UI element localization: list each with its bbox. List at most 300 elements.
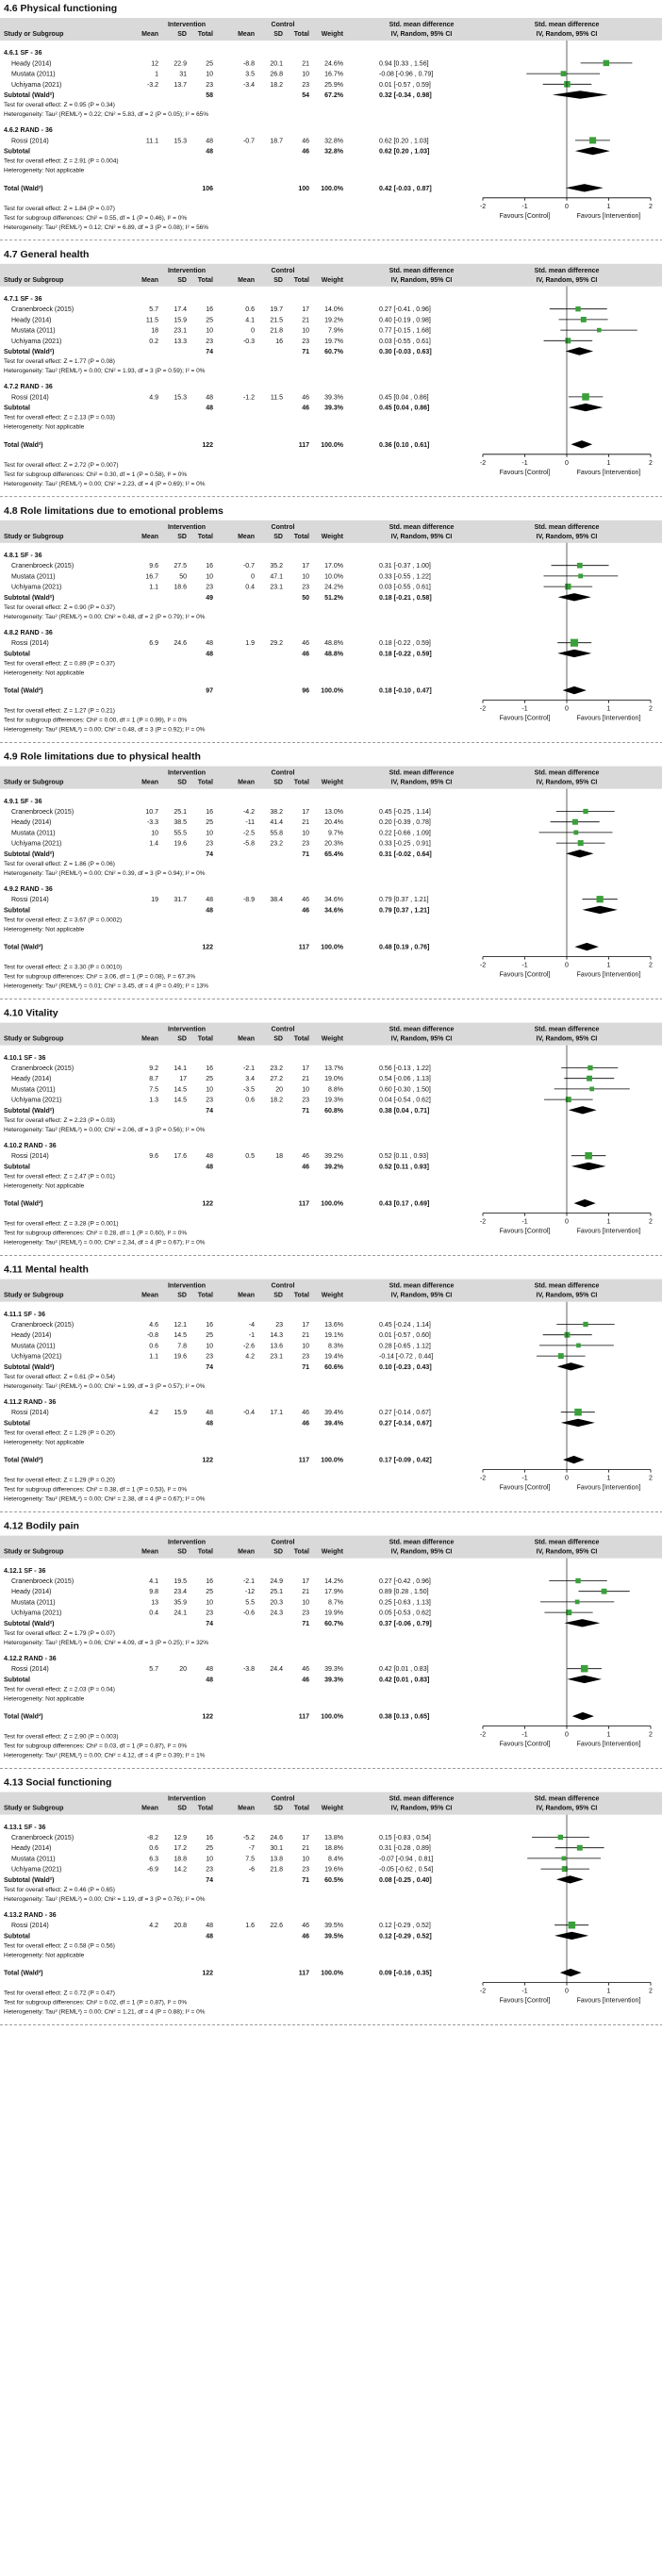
control-mean: -2.5 bbox=[242, 830, 255, 837]
intervention-mean: 6.3 bbox=[149, 1856, 158, 1863]
intervention-mean: 4.1 bbox=[149, 1578, 158, 1585]
study-square bbox=[564, 81, 571, 88]
study-ci: -0.05 [-0.62 , 0.54] bbox=[379, 1866, 434, 1874]
intervention-mean: 4.6 bbox=[149, 1322, 158, 1329]
study-square bbox=[597, 328, 602, 333]
control-sd: 24.4 bbox=[270, 1666, 283, 1674]
control-sd: 23.2 bbox=[270, 840, 283, 848]
control-total: 23 bbox=[302, 1610, 309, 1617]
control-total: 46 bbox=[302, 640, 309, 648]
header-c-mean: Mean bbox=[238, 1805, 255, 1812]
intervention-mean: 10.7 bbox=[145, 809, 158, 816]
total-ci: 0.09 [-0.16 , 0.35] bbox=[379, 1970, 432, 1977]
x-tick-label: 1 bbox=[606, 1731, 611, 1739]
intervention-total: 48 bbox=[206, 138, 213, 145]
total-intervention: 122 bbox=[202, 441, 213, 449]
x-tick-label: 2 bbox=[649, 459, 653, 467]
subtotal-weight: 39.3% bbox=[324, 1676, 343, 1684]
x-tick-label: 2 bbox=[649, 705, 653, 713]
subtotal-intervention-total: 74 bbox=[206, 1620, 213, 1627]
study-name: Mustata (2011) bbox=[11, 830, 56, 837]
subtotal-weight: 48.8% bbox=[324, 651, 343, 658]
x-tick-label: -1 bbox=[521, 1475, 528, 1482]
subtotal-control-total: 71 bbox=[302, 1876, 309, 1884]
favours-control-label: Favours [Control] bbox=[499, 1741, 551, 1748]
study-square bbox=[604, 60, 609, 66]
subtotal-label: Subtotal bbox=[4, 405, 30, 412]
intervention-total: 16 bbox=[206, 809, 213, 816]
subtotal-diamond bbox=[569, 404, 603, 411]
header-i-mean: Mean bbox=[141, 1035, 158, 1043]
study-ci: 0.40 [-0.19 , 0.98] bbox=[379, 317, 431, 324]
study-weight: 19.1% bbox=[324, 1332, 343, 1340]
subtotal-diamond bbox=[561, 1419, 595, 1427]
total-note: Heterogeneity: Tau² (REML²) = 0.00; Chi² = 0.48, df = 3 (P = 0.92); I² = 0% bbox=[4, 726, 206, 734]
control-mean: 4.2 bbox=[245, 1353, 255, 1361]
study-name: Heady (2014) bbox=[11, 819, 52, 827]
subgroup-label: 4.8.2 RAND - 36 bbox=[4, 630, 53, 636]
control-sd: 23.1 bbox=[270, 1353, 283, 1361]
subgroup-label: 4.10.1 SF - 36 bbox=[4, 1054, 46, 1062]
x-tick-label: 1 bbox=[606, 459, 611, 467]
subtotal-diamond bbox=[557, 1362, 585, 1370]
study-ci: -0.08 [-0.96 , 0.79] bbox=[379, 71, 434, 78]
x-tick-label: -1 bbox=[521, 1988, 528, 1995]
control-mean: -0.6 bbox=[242, 1610, 255, 1617]
subgroup-label: 4.13.1 SF - 36 bbox=[4, 1824, 46, 1831]
x-tick-label: -2 bbox=[479, 1731, 487, 1739]
subtotal-control-total: 46 bbox=[302, 148, 309, 156]
header-ci-right: IV, Random, 95% CI bbox=[536, 779, 598, 786]
study-square bbox=[575, 1600, 580, 1605]
header-smd-left: Std. mean difference bbox=[389, 1795, 455, 1803]
subtotal-ci: 0.18 [-0.21 , 0.58] bbox=[379, 594, 432, 602]
favours-intervention-label: Favours [Intervention] bbox=[576, 1228, 641, 1235]
subtotal-weight: 39.5% bbox=[324, 1933, 343, 1940]
study-ci: 0.56 [-0.13 , 1.22] bbox=[379, 1065, 431, 1072]
study-weight: 13.7% bbox=[324, 1065, 343, 1072]
header-i-mean: Mean bbox=[141, 779, 158, 786]
control-total: 10 bbox=[302, 830, 309, 837]
header-i-total: Total bbox=[197, 1805, 213, 1812]
total-control: 117 bbox=[298, 1970, 309, 1977]
study-name: Uchiyama (2021) bbox=[11, 1610, 62, 1617]
x-tick-label: 2 bbox=[649, 962, 653, 969]
header-i-sd: SD bbox=[177, 31, 187, 38]
study-weight: 9.7% bbox=[328, 830, 343, 837]
subgroup-label: 4.6.2 RAND - 36 bbox=[4, 127, 53, 135]
forest-title: 4.12 Bodily pain bbox=[4, 1520, 79, 1532]
study-name: Rossi (2014) bbox=[11, 394, 49, 402]
subgroup-note: Test for overall effect: Z = 0.95 (P = 0.34) bbox=[4, 102, 115, 108]
intervention-total: 10 bbox=[206, 71, 213, 78]
intervention-sd: 13.3 bbox=[174, 338, 187, 345]
favours-intervention-label: Favours [Intervention] bbox=[576, 212, 641, 220]
subgroup-note: Test for overall effect: Z = 2.13 (P = 0.03) bbox=[4, 414, 115, 421]
subtotal-intervention-total: 48 bbox=[206, 1420, 213, 1428]
subtotal-weight: 60.7% bbox=[324, 1620, 343, 1627]
control-sd: 55.8 bbox=[270, 830, 283, 837]
subtotal-intervention-total: 74 bbox=[206, 850, 213, 858]
x-tick-label: 1 bbox=[606, 203, 611, 210]
subgroup-label: 4.13.2 RAND - 36 bbox=[4, 1912, 57, 1919]
x-tick-label: -2 bbox=[479, 705, 487, 713]
total-note: Test for subgroup differences: Chi² = 3.06, df = 1 (P = 0.08), I² = 67.3% bbox=[4, 973, 196, 981]
total-note: Test for subgroup differences: Chi² = 0.55, df = 1 (P = 0.46), I² = 0% bbox=[4, 214, 188, 222]
header-ci-right: IV, Random, 95% CI bbox=[536, 533, 598, 540]
subtotal-intervention-total: 48 bbox=[206, 1676, 213, 1684]
header-i-total: Total bbox=[197, 1292, 213, 1299]
header-i-total: Total bbox=[197, 1548, 213, 1556]
study-square bbox=[576, 1344, 581, 1348]
control-mean: -8.9 bbox=[242, 897, 255, 904]
total-intervention: 122 bbox=[202, 1457, 213, 1464]
subgroup-note: Heterogeneity: Tau² (REML²) = 0.00; Chi² = 1.93, df = 3 (P = 0.59); I² = 0% bbox=[4, 368, 206, 374]
header-i-mean: Mean bbox=[141, 276, 158, 284]
intervention-total: 25 bbox=[206, 60, 213, 68]
subgroup-note: Heterogeneity: Not applicable bbox=[4, 1952, 85, 1959]
study-ci: -0.07 [-0.94 , 0.81] bbox=[379, 1856, 434, 1863]
study-name: Cranenbroeck (2015) bbox=[11, 1065, 74, 1072]
control-sd: 20 bbox=[275, 1086, 283, 1094]
control-total: 10 bbox=[302, 71, 309, 78]
x-tick-label: 1 bbox=[606, 962, 611, 969]
intervention-mean: 13 bbox=[151, 1599, 158, 1607]
x-tick-label: 1 bbox=[606, 1988, 611, 1995]
header-weight: Weight bbox=[321, 533, 343, 540]
header-i-sd: SD bbox=[177, 779, 187, 786]
header-c-total: Total bbox=[293, 276, 309, 284]
control-total: 10 bbox=[302, 1599, 309, 1607]
study-weight: 17.0% bbox=[324, 563, 343, 570]
study-name: Mustata (2011) bbox=[11, 1343, 56, 1350]
subgroup-label: 4.8.1 SF - 36 bbox=[4, 553, 42, 559]
control-total: 46 bbox=[302, 394, 309, 402]
total-note: Test for overall effect: Z = 3.28 (P = 0.001) bbox=[4, 1220, 119, 1228]
study-ci: 0.04 [-0.54 , 0.62] bbox=[379, 1097, 431, 1104]
control-sd: 23.2 bbox=[270, 1065, 283, 1072]
subgroup-note: Heterogeneity: Not applicable bbox=[4, 926, 85, 933]
study-ci: 0.12 [-0.29 , 0.52] bbox=[379, 1923, 431, 1930]
header-i-total: Total bbox=[197, 779, 213, 786]
intervention-sd: 18.6 bbox=[174, 584, 187, 591]
intervention-mean: 1 bbox=[155, 71, 158, 78]
study-square bbox=[574, 1409, 582, 1416]
control-total: 21 bbox=[302, 60, 309, 68]
study-weight: 39.5% bbox=[324, 1923, 343, 1930]
control-mean: 5.5 bbox=[245, 1599, 255, 1607]
subgroup-note: Heterogeneity: Tau² (REML²) = 0.00; Chi² = 0.39, df = 3 (P = 0.94); I² = 0% bbox=[4, 869, 206, 877]
intervention-sd: 25.1 bbox=[174, 809, 187, 816]
x-tick-label: 2 bbox=[649, 1731, 653, 1739]
subtotal-weight: 39.3% bbox=[324, 405, 343, 412]
control-total: 46 bbox=[302, 897, 309, 904]
header-intervention: Intervention bbox=[167, 1026, 207, 1033]
intervention-sd: 14.5 bbox=[174, 1086, 187, 1094]
subtotal-control-total: 71 bbox=[302, 850, 309, 858]
intervention-total: 23 bbox=[206, 338, 213, 345]
subtotal-intervention-total: 74 bbox=[206, 1107, 213, 1115]
header-intervention: Intervention bbox=[167, 1795, 207, 1803]
study-square bbox=[565, 584, 571, 589]
subgroup-note: Test for overall effect: Z = 1.79 (P = 0.07) bbox=[4, 1629, 115, 1637]
header-control: Control bbox=[271, 1539, 295, 1546]
header-i-sd: SD bbox=[177, 1292, 187, 1299]
header-smd-left: Std. mean difference bbox=[389, 1282, 455, 1290]
header-intervention: Intervention bbox=[167, 1282, 207, 1290]
header-weight: Weight bbox=[321, 1548, 343, 1556]
control-mean: 0.6 bbox=[245, 306, 255, 314]
x-tick-label: -2 bbox=[479, 459, 487, 467]
control-mean: -0.4 bbox=[242, 1410, 255, 1417]
control-sd: 24.3 bbox=[270, 1610, 283, 1617]
total-label: Total (Wald²) bbox=[4, 185, 43, 192]
subtotal-ci: 0.08 [-0.25 , 0.40] bbox=[379, 1876, 432, 1884]
subtotal-label: Subtotal (Wald²) bbox=[4, 1620, 55, 1627]
control-sd: 38.2 bbox=[270, 809, 283, 816]
study-name: Rossi (2014) bbox=[11, 1153, 49, 1161]
intervention-total: 25 bbox=[206, 1589, 213, 1596]
study-name: Cranenbroeck (2015) bbox=[11, 1322, 74, 1329]
control-sd: 30.1 bbox=[270, 1845, 283, 1853]
control-total: 21 bbox=[302, 317, 309, 324]
x-tick-label: 0 bbox=[565, 459, 569, 467]
study-weight: 14.0% bbox=[324, 306, 343, 314]
header-c-total: Total bbox=[293, 31, 309, 38]
intervention-mean: -0.8 bbox=[146, 1332, 158, 1340]
total-diamond bbox=[566, 184, 604, 191]
header-intervention: Intervention bbox=[167, 523, 207, 531]
subtotal-ci: 0.32 [-0.34 , 0.98] bbox=[379, 92, 432, 99]
total-ci: 0.18 [-0.10 , 0.47] bbox=[379, 687, 432, 695]
control-sd: 11.5 bbox=[270, 394, 283, 402]
intervention-sd: 17 bbox=[179, 1076, 187, 1083]
intervention-mean: 4.2 bbox=[149, 1410, 158, 1417]
control-sd: 24.6 bbox=[270, 1835, 283, 1841]
intervention-mean: -6.9 bbox=[146, 1866, 158, 1874]
control-mean: -3.5 bbox=[242, 1086, 255, 1094]
study-square bbox=[577, 563, 583, 569]
study-ci: 0.27 [-0.14 , 0.67] bbox=[379, 1410, 431, 1417]
total-ci: 0.48 [0.19 , 0.76] bbox=[379, 944, 430, 951]
study-square bbox=[583, 1322, 588, 1327]
study-square bbox=[581, 317, 587, 322]
x-tick-label: 0 bbox=[565, 1731, 569, 1739]
study-ci: 0.28 [-0.65 , 1.12] bbox=[379, 1343, 431, 1350]
control-sd: 17.1 bbox=[270, 1410, 283, 1417]
subtotal-label: Subtotal bbox=[4, 1676, 30, 1684]
total-note: Test for overall effect: Z = 1.84 (P = 0.07) bbox=[4, 205, 115, 212]
header-i-mean: Mean bbox=[141, 533, 158, 540]
favours-control-label: Favours [Control] bbox=[499, 971, 551, 979]
intervention-mean: 9.6 bbox=[149, 1153, 158, 1161]
intervention-mean: 0.6 bbox=[149, 1343, 158, 1350]
header-c-mean: Mean bbox=[238, 779, 255, 786]
intervention-total: 10 bbox=[206, 830, 213, 837]
intervention-mean: 1.1 bbox=[149, 584, 158, 591]
intervention-total: 10 bbox=[206, 1856, 213, 1863]
subtotal-diamond bbox=[557, 650, 591, 657]
header-i-sd: SD bbox=[177, 1805, 187, 1812]
favours-control-label: Favours [Control] bbox=[499, 1997, 551, 2005]
study-name: Rossi (2014) bbox=[11, 1923, 49, 1930]
control-total: 17 bbox=[302, 1578, 309, 1585]
intervention-sd: 12.9 bbox=[174, 1835, 187, 1841]
control-mean: -4 bbox=[248, 1322, 255, 1329]
study-ci: 0.54 [-0.06 , 1.13] bbox=[379, 1076, 431, 1083]
header-ci-right: IV, Random, 95% CI bbox=[536, 1035, 598, 1043]
study-ci: 0.77 [-0.15 , 1.68] bbox=[379, 327, 431, 335]
control-sd: 18.2 bbox=[270, 1097, 283, 1104]
intervention-sd: 35.9 bbox=[174, 1599, 187, 1607]
subgroup-note: Test for overall effect: Z = 2.03 (P = 0.04) bbox=[4, 1686, 115, 1693]
study-weight: 20.4% bbox=[324, 819, 343, 827]
subgroup-label: 4.6.1 SF - 36 bbox=[4, 50, 42, 58]
header-control: Control bbox=[271, 1282, 295, 1290]
favours-control-label: Favours [Control] bbox=[499, 469, 551, 476]
subgroup-note: Heterogeneity: Not applicable bbox=[4, 669, 85, 677]
study-weight: 8.8% bbox=[328, 1086, 343, 1094]
study-ci: 0.22 [-0.66 , 1.09] bbox=[379, 830, 431, 837]
study-name: Uchiyama (2021) bbox=[11, 584, 62, 591]
subtotal-label: Subtotal (Wald²) bbox=[4, 1107, 55, 1115]
total-control: 117 bbox=[298, 441, 309, 449]
intervention-sd: 19.6 bbox=[174, 1353, 187, 1361]
total-note: Heterogeneity: Tau² (REML²) = 0.00; Chi² = 2.34, df = 4 (P = 0.67); I² = 0% bbox=[4, 1239, 206, 1247]
intervention-mean: 1.1 bbox=[149, 1353, 158, 1361]
control-total: 17 bbox=[302, 563, 309, 570]
control-sd: 14.3 bbox=[270, 1332, 283, 1340]
subtotal-intervention-total: 58 bbox=[206, 92, 213, 99]
header-c-mean: Mean bbox=[238, 1035, 255, 1043]
header-ci-left: IV, Random, 95% CI bbox=[390, 779, 453, 786]
total-intervention: 122 bbox=[202, 944, 213, 951]
control-mean: -1.2 bbox=[242, 394, 255, 402]
control-sd: 21.8 bbox=[270, 327, 283, 335]
subtotal-intervention-total: 74 bbox=[206, 349, 213, 355]
intervention-sd: 14.2 bbox=[174, 1866, 187, 1874]
subtotal-ci: 0.38 [0.04 , 0.71] bbox=[379, 1107, 430, 1115]
header-i-sd: SD bbox=[177, 533, 187, 540]
intervention-sd: 18.8 bbox=[174, 1856, 187, 1863]
intervention-total: 48 bbox=[206, 1153, 213, 1161]
study-ci: 0.31 [-0.37 , 1.00] bbox=[379, 563, 431, 570]
subtotal-intervention-total: 48 bbox=[206, 148, 213, 156]
study-name: Uchiyama (2021) bbox=[11, 338, 62, 345]
total-weight: 100.0% bbox=[321, 687, 343, 695]
subtotal-control-total: 46 bbox=[302, 1676, 309, 1684]
study-weight: 19.0% bbox=[324, 1076, 343, 1083]
study-square bbox=[583, 809, 588, 814]
header-weight: Weight bbox=[321, 779, 343, 786]
study-weight: 25.9% bbox=[324, 81, 343, 89]
x-tick-label: -2 bbox=[479, 1218, 487, 1226]
subtotal-label: Subtotal (Wald²) bbox=[4, 594, 55, 602]
x-tick-label: 0 bbox=[565, 1475, 569, 1482]
control-total: 17 bbox=[302, 809, 309, 816]
favours-control-label: Favours [Control] bbox=[499, 1228, 551, 1235]
header-control: Control bbox=[271, 769, 295, 777]
subtotal-ci: 0.52 [0.11 , 0.93] bbox=[379, 1164, 429, 1171]
study-square bbox=[558, 1835, 563, 1840]
intervention-mean: 12 bbox=[151, 60, 158, 68]
total-note: Test for subgroup differences: Chi² = 0.38, df = 1 (P = 0.53), I² = 0% bbox=[4, 1486, 188, 1494]
header-ci-right: IV, Random, 95% CI bbox=[536, 31, 598, 38]
intervention-total: 16 bbox=[206, 563, 213, 570]
header-smd-left: Std. mean difference bbox=[389, 523, 455, 531]
subtotal-intervention-total: 48 bbox=[206, 1164, 213, 1171]
subtotal-weight: 67.2% bbox=[324, 92, 343, 99]
total-ci: 0.38 [0.13 , 0.65] bbox=[379, 1713, 430, 1721]
header-intervention: Intervention bbox=[167, 1539, 207, 1546]
study-weight: 32.8% bbox=[324, 138, 343, 145]
subtotal-ci: 0.18 [-0.22 , 0.59] bbox=[379, 651, 432, 658]
forest-title: 4.13 Social functioning bbox=[4, 1776, 112, 1789]
study-weight: 14.2% bbox=[324, 1578, 343, 1585]
total-ci: 0.42 [-0.03 , 0.87] bbox=[379, 185, 432, 192]
total-label: Total (Wald²) bbox=[4, 687, 43, 695]
header-smd-right: Std. mean difference bbox=[534, 1539, 600, 1546]
intervention-sd: 13.7 bbox=[174, 81, 187, 89]
intervention-total: 23 bbox=[206, 840, 213, 848]
intervention-mean: 18 bbox=[151, 327, 158, 335]
x-tick-label: 0 bbox=[565, 1218, 569, 1226]
subtotal-control-total: 71 bbox=[302, 1363, 309, 1371]
subgroup-label: 4.12.2 RAND - 36 bbox=[4, 1656, 57, 1662]
study-weight: 34.6% bbox=[324, 897, 343, 904]
subgroup-note: Heterogeneity: Tau² (REML²) = 0.00; Chi² = 1.19, df = 3 (P = 0.76); I² = 0% bbox=[4, 1895, 206, 1903]
study-ci: 0.31 [-0.28 , 0.89] bbox=[379, 1845, 431, 1853]
control-total: 46 bbox=[302, 1153, 309, 1161]
control-mean: -11 bbox=[245, 819, 255, 827]
subtotal-weight: 60.5% bbox=[324, 1876, 343, 1884]
study-square bbox=[578, 840, 584, 846]
x-tick-label: 0 bbox=[565, 1988, 569, 1995]
intervention-sd: 38.5 bbox=[174, 819, 187, 827]
control-mean: 4.1 bbox=[245, 317, 255, 324]
control-mean: 3.4 bbox=[245, 1076, 255, 1083]
study-ci: -0.14 [-0.72 , 0.44] bbox=[379, 1353, 434, 1361]
header-control: Control bbox=[271, 523, 295, 531]
subtotal-weight: 39.2% bbox=[324, 1164, 343, 1171]
header-c-sd: SD bbox=[273, 1292, 283, 1299]
forest-title: 4.7 General health bbox=[4, 248, 90, 260]
control-sd: 26.8 bbox=[270, 71, 283, 78]
header-smd-left: Std. mean difference bbox=[389, 1539, 455, 1546]
study-name: Uchiyama (2021) bbox=[11, 1866, 62, 1874]
x-tick-label: 2 bbox=[649, 1988, 653, 1995]
subtotal-diamond bbox=[571, 1163, 605, 1170]
subtotal-label: Subtotal (Wald²) bbox=[4, 349, 55, 355]
intervention-mean: 6.9 bbox=[149, 640, 158, 648]
header-smd-right: Std. mean difference bbox=[534, 769, 600, 777]
study-square bbox=[588, 1065, 592, 1070]
study-weight: 8.3% bbox=[328, 1343, 343, 1350]
control-total: 10 bbox=[302, 1856, 309, 1863]
control-sd: 21.8 bbox=[270, 1866, 283, 1874]
study-name: Heady (2014) bbox=[11, 1845, 52, 1853]
study-ci: 0.20 [-0.39 , 0.78] bbox=[379, 819, 431, 827]
study-ci: 0.79 [0.37 , 1.21] bbox=[379, 897, 429, 904]
intervention-mean: 9.2 bbox=[149, 1065, 158, 1072]
intervention-sd: 15.3 bbox=[174, 138, 187, 145]
intervention-mean: 1.3 bbox=[149, 1097, 158, 1104]
study-name: Rossi (2014) bbox=[11, 1410, 49, 1417]
study-square bbox=[565, 338, 571, 343]
total-intervention: 122 bbox=[202, 1713, 213, 1721]
study-square bbox=[577, 1845, 583, 1851]
favours-intervention-label: Favours [Intervention] bbox=[576, 1997, 641, 2005]
